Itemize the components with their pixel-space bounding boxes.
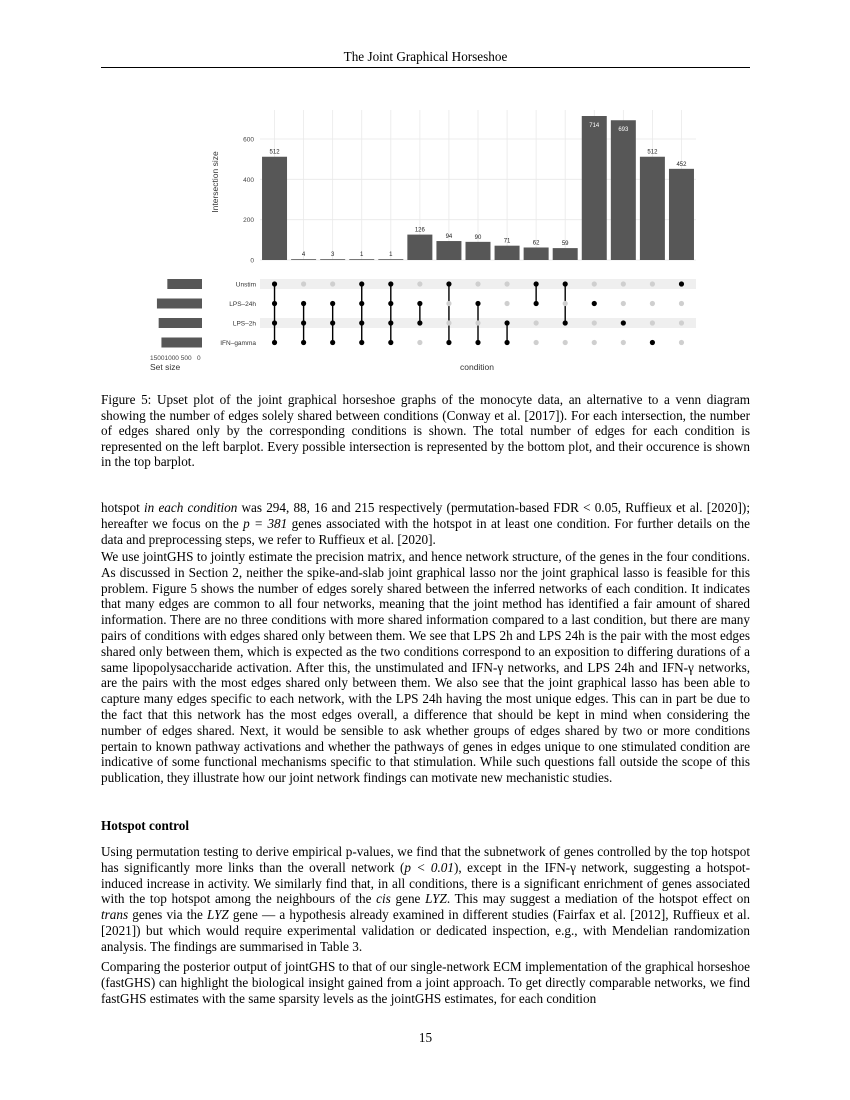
matrix-dot-empty [679, 340, 684, 345]
text-run-italic: LYZ [207, 907, 229, 923]
matrix-dot-filled [388, 281, 393, 286]
bar-value-label: 512 [647, 149, 658, 156]
matrix-dot-filled [475, 301, 480, 306]
matrix-dot-empty [679, 301, 684, 306]
intersection-bar [582, 116, 607, 260]
set-size-tick-labels: 15001000 500 0 [150, 355, 201, 362]
bar-value-label: 71 [503, 238, 511, 245]
upset-plot-figure [130, 100, 720, 380]
text-run-italic: trans [101, 907, 129, 923]
intersection-bar [611, 120, 636, 260]
set-name-label: LPS–2h [232, 320, 256, 328]
bar-value-label: 1 [389, 252, 393, 259]
matrix-dot-filled [359, 281, 364, 286]
matrix-dot-filled [272, 281, 277, 286]
matrix-dot-empty [504, 281, 509, 286]
matrix-dot-empty [563, 301, 568, 306]
text-run-italic: cis [376, 891, 391, 907]
intersection-bar [466, 242, 491, 260]
set-size-bar [161, 338, 202, 348]
text-run: was 294, 88, 16 and 215 respectively (permutation-based FDR < 0.05, Ruffieux et al. [2020]); hereafter we focus on the [101, 500, 750, 531]
matrix-dot-filled [301, 340, 306, 345]
matrix-dot-empty [621, 340, 626, 345]
y-tick-label: 200 [243, 217, 254, 225]
math-inline: p < 0.01 [404, 859, 454, 875]
matrix-dot-filled [650, 340, 655, 345]
matrix-dot-empty [679, 320, 684, 325]
bar-value-label: 59 [561, 241, 569, 248]
bar-value-label: 512 [269, 149, 280, 156]
matrix-dot-filled [388, 301, 393, 306]
set-size-bars [157, 279, 202, 348]
matrix-dot-empty [650, 320, 655, 325]
caption-label: Figure 5: [101, 392, 152, 407]
matrix-dot-filled [359, 340, 364, 345]
paragraph-fastghs-comparison: Comparing the posterior output of jointGHS to that of our single-network ECM implementation of the graphical horseshoe (fastGHS) can highlight the biological insight gained from a joint approach. To get directly comparable networks, we find fastGHS estimates with the same sparsity levels as the jointGHS estimates, for each condition [101, 959, 750, 1006]
y-tick-label: 400 [243, 176, 254, 184]
math-inline: p = 381 [243, 515, 288, 531]
matrix-dot-filled [388, 340, 393, 345]
matrix-dot-empty [650, 281, 655, 286]
matrix-dot-filled [446, 340, 451, 345]
matrix-dot-empty [475, 281, 480, 286]
bar-value-label: 3 [330, 252, 335, 259]
matrix-dot-filled [563, 281, 568, 286]
running-title: The Joint Graphical Horseshoe [343, 49, 508, 64]
matrix-dot-empty [417, 281, 422, 286]
matrix-dot-filled [534, 301, 539, 306]
intersection-bar [378, 259, 403, 260]
matrix-dot-filled [272, 320, 277, 325]
matrix-dot-empty [563, 340, 568, 345]
bar-value-label: 90 [474, 234, 482, 241]
matrix-dot-empty [475, 320, 480, 325]
matrix-dot-empty [446, 301, 451, 306]
bar-value-label: 126 [414, 227, 425, 234]
matrix-dot-empty [621, 301, 626, 306]
matrix-dot-filled [272, 301, 277, 306]
bar-value-label: 62 [532, 240, 540, 247]
text-run: Using permutation testing to derive empirical p-values, we find that the subnetwork of genes controlled by the top hotspot has significantly more links than the overall network ( [101, 844, 750, 875]
set-size-bar [167, 279, 202, 289]
bar-value-label: 452 [676, 161, 687, 168]
matrix-dot-filled [301, 301, 306, 306]
matrix-dot-filled [621, 320, 626, 325]
intersection-bar [640, 157, 665, 260]
set-size-bar [157, 299, 202, 309]
matrix-dot-empty [534, 320, 539, 325]
text-run-italic: LYZ [425, 891, 447, 907]
intersection-bar [407, 235, 432, 260]
set-size-label: Set size [150, 362, 181, 372]
figure-caption [101, 392, 750, 470]
matrix-dot-filled [359, 301, 364, 306]
matrix-dot-filled [475, 340, 480, 345]
text-run: . This may suggest a mediation of the hotspot effect on [446, 891, 750, 907]
caption-text: Upset plot of the joint graphical horseshoe graphs of the monocyte data, an alternative to a venn diagram showing the number of edges solely shared between conditions (Conway et al. [2017]). For each intersection, the number of edges shared only by the corresponding conditions is shown. The total number of edges for each condition is represented on the left barplot. Every possible intersection is represented by the bottom plot, and their occurence is shown in the top barplot. [101, 392, 750, 470]
set-name-label: Unstim [235, 281, 256, 289]
paragraph-hotspot-control [101, 844, 750, 955]
matrix-dot-filled [272, 340, 277, 345]
matrix-dot-empty [417, 340, 422, 345]
intersection-bar [495, 246, 520, 260]
matrix-dot-filled [504, 320, 509, 325]
matrix-dot-filled [330, 301, 335, 306]
matrix-dot-empty [650, 301, 655, 306]
paragraph-hotspot-counts [101, 500, 750, 547]
matrix-dot-filled [359, 320, 364, 325]
matrix-dot-filled [417, 301, 422, 306]
text-run: hotspot [101, 500, 145, 515]
text-run: genes via the [128, 907, 208, 923]
intersection-bar [524, 247, 549, 260]
intersection-bar [669, 169, 694, 260]
intersection-bar [553, 248, 578, 260]
text-run: gene [390, 891, 426, 907]
matrix-dot-filled [563, 320, 568, 325]
matrix-dot-empty [621, 281, 626, 286]
bar-value-label: 693 [618, 127, 629, 134]
intersection-bar [436, 241, 461, 260]
intersection-bar [291, 259, 316, 260]
matrix-dot-empty [592, 281, 597, 286]
y-tick-label: 600 [243, 136, 254, 144]
matrix-dot-empty [592, 320, 597, 325]
matrix-dot-filled [592, 301, 597, 306]
x-axis-label: condition [459, 362, 495, 372]
bar-value-label: 714 [589, 123, 600, 129]
intersection-bar [320, 259, 345, 260]
matrix-dot-filled [446, 281, 451, 286]
matrix-dot-empty [446, 320, 451, 325]
membership-matrix [220, 279, 696, 347]
paragraph-jointghs-results: We use jointGHS to jointly estimate the precision matrix, and hence network structure, of the genes in the four conditions. As discussed in Section 2, neither the spike-and-slab joint graphical lasso nor the joint graphical lasso is feasible for this problem. Figure 5 shows the number of edges sorely shared between the inferred networks of each condition. It indicates that many edges are common to all four networks, meaning that the joint method has identified a fair amount of shared information. There are no three conditions with more shared information compared to a last condition, but there are many pairs of conditions with edges shared only between them. We see that LPS 2h and LPS 24h is the pair with the most edges shared only between them, which is expected as the two conditions correspond to an exposition to differing durations of a same lipopolysaccharide activation. After this, the unstimulated and IFN-γ networks, and LPS 24h and IFN-γ networks, are the pairs with the most edges shared only between them. We also see that the joint graphical lasso has been able to capture many edges specific to each network, with the LPS 24h having the most unique edges. This can in part be due to the fact that this network has the most edges overall, a difference that should be kept in mind when considering the number of edges shared. Next, it would be sensible to ask whether groups of edges shared by two or more conditions pertain to known pathway activations and whether the pathways of genes in edges unique to one stimulated condition are indicative of some functional mechanisms specific to that stimulation. While such questions fall outside the scope of this publication, they illustrate how our joint network findings can motivate new mechanistic studies. [101, 549, 750, 786]
matrix-dot-filled [388, 320, 393, 325]
bar-value-label: 1 [360, 252, 364, 259]
matrix-dot-empty [504, 301, 509, 306]
header-rule [101, 67, 750, 68]
matrix-dot-filled [679, 281, 684, 286]
text-run-italic: in each condition [144, 500, 238, 515]
intersection-bar [349, 259, 374, 260]
intersection-bar [262, 157, 287, 260]
matrix-dot-filled [534, 281, 539, 286]
y-tick-label: 0 [250, 257, 254, 265]
section-heading-hotspot-control: Hotspot control [101, 818, 190, 833]
y-axis-label: Intersection size [210, 151, 220, 213]
matrix-dot-filled [417, 320, 422, 325]
set-name-label: LPS–24h [229, 301, 256, 308]
matrix-dot-filled [301, 320, 306, 325]
matrix-dot-filled [504, 340, 509, 345]
matrix-dot-empty [330, 281, 335, 286]
text-run: gene — a hypothesis already examined in different studies (Fairfax et al. [2012], Ruffieux et al. [2021]) but which would require experimental validation or dedicated inspection, e.g., with Mendelian randomization analysis. The findings are summarised in Table 3. [101, 907, 750, 954]
matrix-dot-filled [330, 340, 335, 345]
page-number: 15 [418, 1030, 433, 1045]
text-run: ), except in the IFN-γ network, suggesting a hotspot-induced increase in activity. We similarly find that, in all conditions, there is a significant enrichment of genes associated with the top hotspot among the neighbours of the [101, 859, 750, 907]
matrix-dot-empty [592, 340, 597, 345]
set-name-label: IFN–gamma [220, 340, 256, 347]
bar-value-label: 94 [445, 234, 453, 241]
text-run: genes associated with the hotspot in at least one condition. For further details on the data and preprocessing steps, we refer to Ruffieux et al. [2020]. [101, 515, 750, 547]
set-size-bar [159, 318, 202, 328]
bar-value-label: 4 [301, 252, 306, 259]
matrix-dot-empty [301, 281, 306, 286]
matrix-dot-empty [534, 340, 539, 345]
matrix-dot-filled [330, 320, 335, 325]
